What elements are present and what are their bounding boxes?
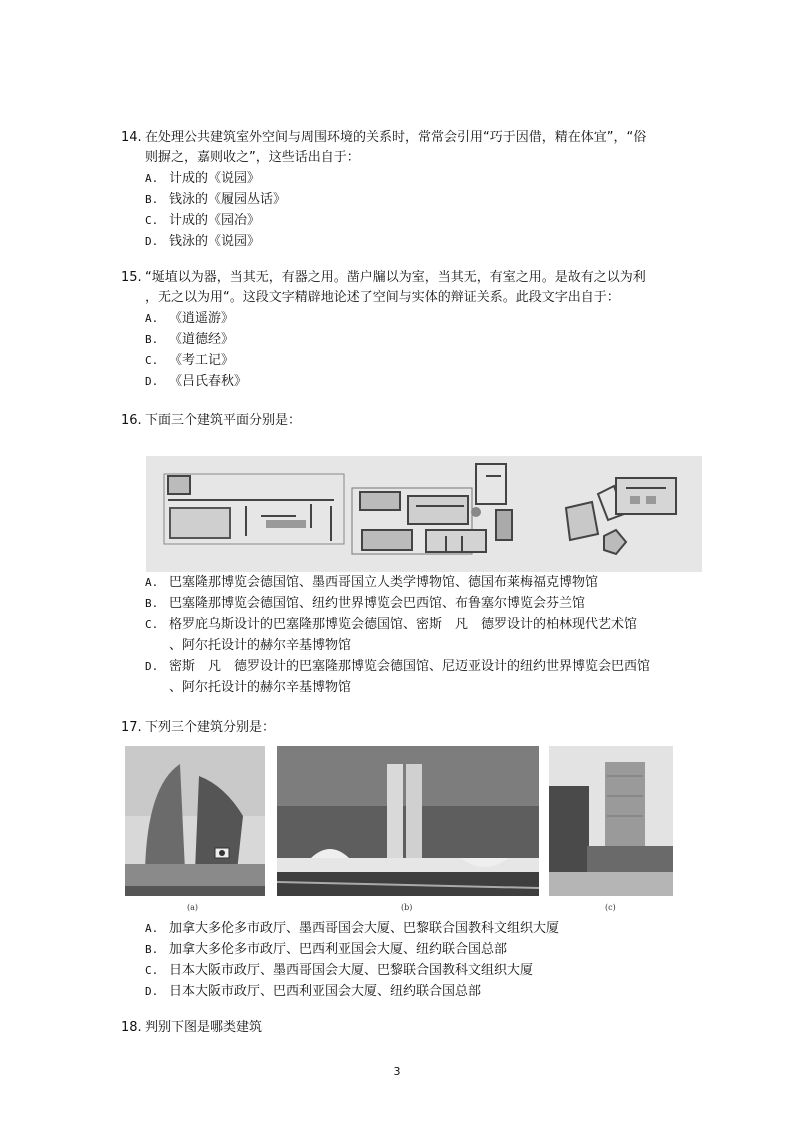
option-text: 《吕氏春秋》 <box>169 374 248 389</box>
building-photos-figure <box>125 746 673 914</box>
stem-line: 则摒之，嘉则收之”，这些话出自于： <box>145 150 360 165</box>
photo-caption-b: (b) <box>401 903 413 912</box>
option-text: 巴塞隆那博览会德国馆、纽约世界博览会巴西馆、布鲁塞尔博览会芬兰馆 <box>169 596 586 611</box>
option-letter: A. <box>145 312 159 325</box>
option-letter: D. <box>145 235 159 248</box>
option-letter: A. <box>145 922 159 935</box>
option-text: 钱泳的《履园丛话》 <box>169 192 287 207</box>
option-text: 格罗庇乌斯设计的巴塞隆那博览会德国馆、密斯 凡 德罗设计的柏林现代艺术馆 <box>169 617 638 632</box>
option[interactable] <box>121 350 681 371</box>
option[interactable] <box>121 189 681 210</box>
question-stem <box>121 128 681 168</box>
floor-plans-figure <box>146 456 702 572</box>
photo-c-un-headquarters <box>549 746 673 896</box>
option[interactable] <box>121 231 681 252</box>
page-number: 3 <box>393 1065 401 1078</box>
option-letter: B. <box>145 943 159 956</box>
question-number: 15. <box>121 270 142 285</box>
question-16-options <box>121 572 681 698</box>
option-letter: D. <box>145 375 159 388</box>
building-photos <box>125 746 673 914</box>
option-text: 加拿大多伦多市政厅、墨西哥国会大厦、巴黎联合国教科文组织大厦 <box>169 921 560 936</box>
option-letter: A. <box>145 172 159 185</box>
question-number: 18. <box>121 1020 142 1035</box>
stem-line: 下面三个建筑平面分别是： <box>145 413 302 428</box>
question-14 <box>121 128 681 252</box>
option[interactable] <box>121 656 681 698</box>
option[interactable] <box>121 960 681 981</box>
photo-a-toronto-city-hall <box>125 746 265 896</box>
option-text: 、阿尔托设计的赫尔辛基博物馆 <box>169 638 352 653</box>
photo-caption-c: (c) <box>605 903 616 912</box>
option-letter: D. <box>145 985 159 998</box>
question-stem <box>121 718 681 738</box>
option[interactable] <box>121 308 681 329</box>
question-stem <box>121 268 681 308</box>
option[interactable] <box>121 614 681 656</box>
question-17-options <box>121 918 681 1002</box>
question-stem <box>121 1018 681 1038</box>
option-text: 密斯 凡 德罗设计的巴塞隆那博览会德国馆、尼迈亚设计的纽约世界博览会巴西馆 <box>169 659 651 674</box>
option-letter: C. <box>145 964 159 977</box>
question-15 <box>121 268 681 392</box>
stem-line: 下列三个建筑分别是： <box>145 720 276 735</box>
option-text: 钱泳的《说园》 <box>169 234 261 249</box>
option-text: 日本大阪市政厅、巴西利亚国会大厦、纽约联合国总部 <box>169 984 482 999</box>
option-text: 计成的《说园》 <box>169 171 261 186</box>
option-text: 计成的《园冶》 <box>169 213 261 228</box>
question-number: 14. <box>121 130 142 145</box>
option-letter: B. <box>145 597 159 610</box>
option-letter: A. <box>145 576 159 589</box>
question-number: 16. <box>121 413 142 428</box>
option-text: 加拿大多伦多市政厅、巴西利亚国会大厦、纽约联合国总部 <box>169 942 508 957</box>
option-text: 巴塞隆那博览会德国馆、墨西哥国立人类学博物馆、德国布莱梅福克博物馆 <box>169 575 599 590</box>
question-stem <box>121 411 681 431</box>
option-letter: C. <box>145 354 159 367</box>
stem-line: ，无之以为用“。这段文字精辟地论述了空间与实体的辩证关系。此段文字出自于： <box>145 290 620 305</box>
option-letter: B. <box>145 333 159 346</box>
floor-plans-drawing <box>146 456 702 572</box>
question-17 <box>121 718 681 738</box>
option-text: 日本大阪市政厅、墨西哥国会大厦、巴黎联合国教科文组织大厦 <box>169 963 534 978</box>
question-number: 17. <box>121 720 142 735</box>
option[interactable] <box>121 371 681 392</box>
option[interactable] <box>121 210 681 231</box>
option-text: 《逍遥游》 <box>169 311 235 326</box>
photo-caption-a: (a) <box>187 903 199 912</box>
option-letter: C. <box>145 618 159 631</box>
option[interactable] <box>121 918 681 939</box>
question-18 <box>121 1018 681 1038</box>
option-text: 、阿尔托设计的赫尔辛基博物馆 <box>169 680 352 695</box>
stem-line: 判别下图是哪类建筑 <box>145 1020 263 1035</box>
option-letter: D. <box>145 660 159 673</box>
option-text: 《道德经》 <box>169 332 235 347</box>
option[interactable] <box>121 572 681 593</box>
option[interactable] <box>121 329 681 350</box>
question-16 <box>121 411 681 431</box>
option-letter: B. <box>145 193 159 206</box>
option[interactable] <box>121 168 681 189</box>
option-letter: C. <box>145 214 159 227</box>
stem-line: 在处理公共建筑室外空间与周围环境的关系时，常常会引用“巧于因借，精在体宜”，“俗 <box>145 130 647 145</box>
option[interactable] <box>121 593 681 614</box>
stem-line: “埏埴以为器，当其无，有器之用。凿户牖以为室，当其无，有室之用。是故有之以为利 <box>145 270 646 285</box>
option[interactable] <box>121 939 681 960</box>
photo-b-brasilia-congress <box>277 746 539 896</box>
option[interactable] <box>121 981 681 1002</box>
option-text: 《考工记》 <box>169 353 235 368</box>
